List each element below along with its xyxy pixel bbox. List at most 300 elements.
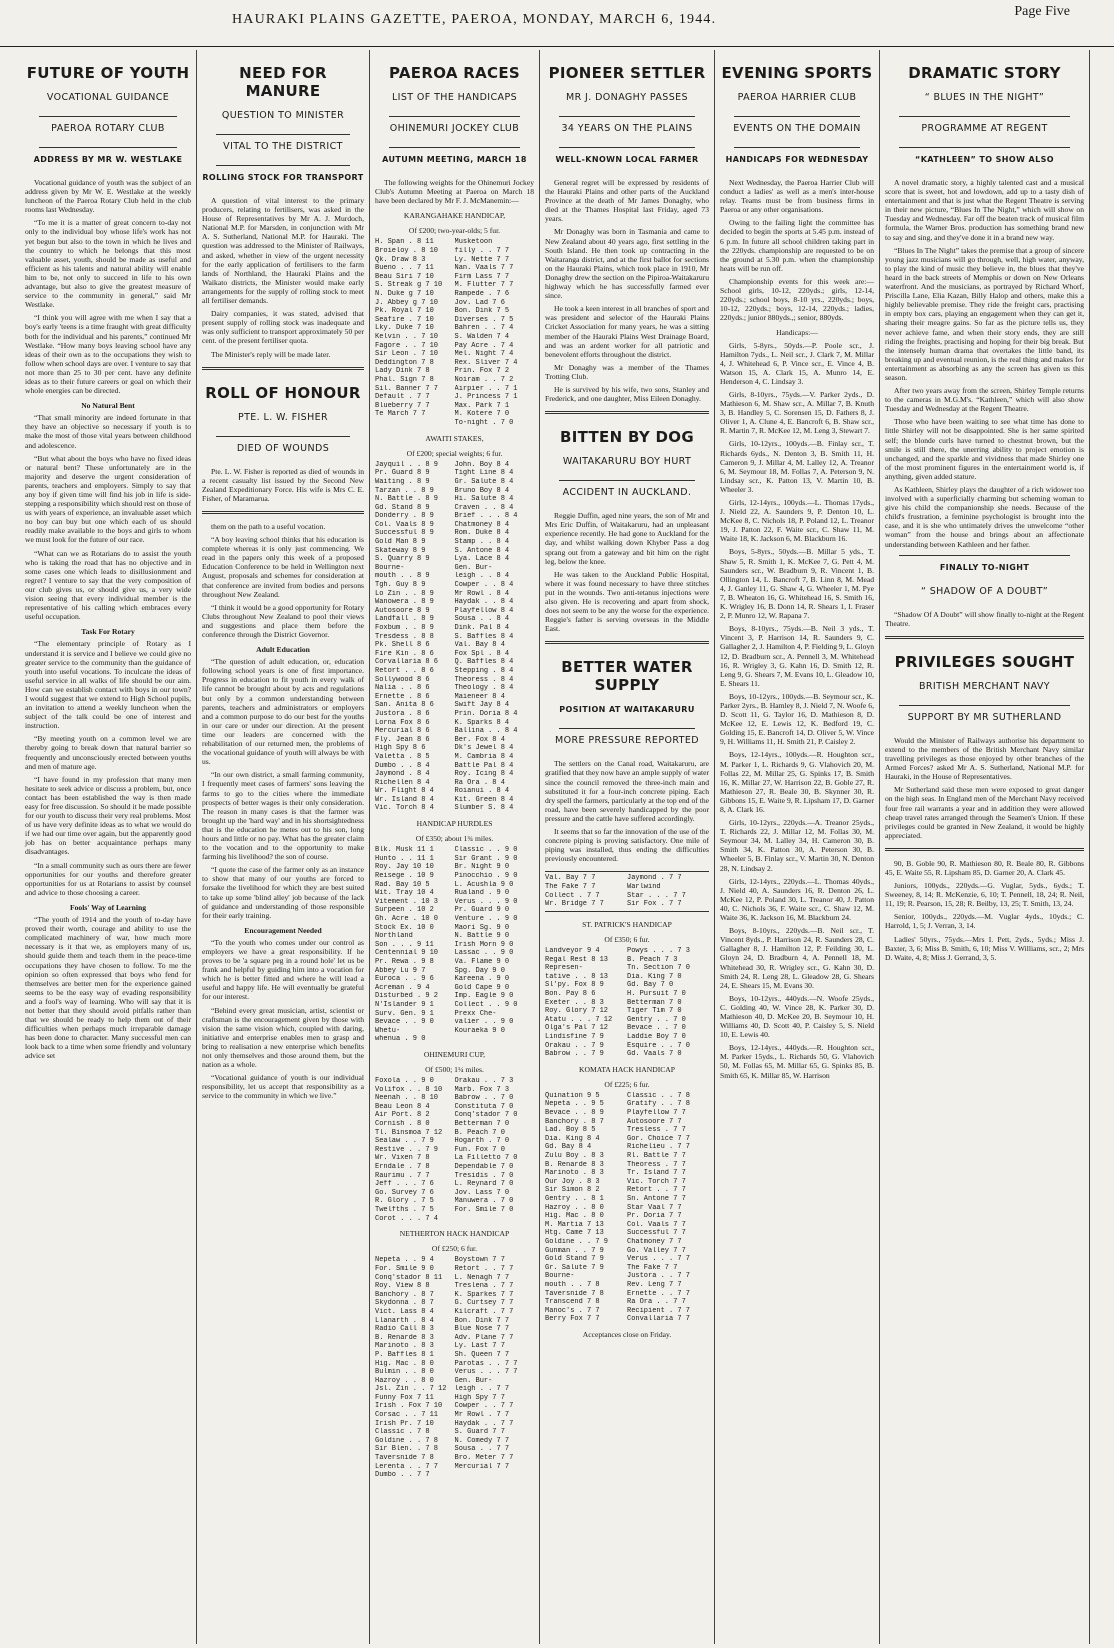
divider	[202, 511, 364, 514]
race-entry: Dink. Pal 8 4	[454, 624, 510, 632]
race-entry: Chatmoney 8 4	[454, 520, 510, 529]
race-entry: Go. Valley 7 7	[627, 1246, 686, 1255]
race-entry: Gd. Vaals 7 0	[627, 1050, 682, 1059]
column-future-of-youth	[20, 50, 197, 1644]
subheading: HANDICAPS FOR WEDNESDAY	[725, 155, 869, 164]
race-entry: Pr. Rewa . 9 8	[375, 957, 434, 966]
race-entry: Erndale . 7 8	[375, 1163, 430, 1172]
race-entry: Tresdess . 8 8	[375, 632, 434, 641]
race-entry: Beau Leon 8 4	[375, 1102, 430, 1111]
race-entry: Nepeta . . 9 5	[545, 1100, 604, 1109]
paragraph: Boys, 8-10yrs., 220yds.—B. Neil scr., T. Vincent 8yds., P. Harrison 24, R. Saunders 28, C. Gallagher 8, J. Hamilton 12, P. Feilding 30, L. Gloyn 24, D. Bradburn 4, A. Pennell 18, M. Whitehead 30, R. Wrigley scr., G. Kahn 30, D. Smith 24, R. Leng 28, L. Gleadow 28, G. Shears 24, E. Shears 15, M. Evans 30.	[720, 926, 874, 990]
race-entry: K. Sparks 8 4	[454, 718, 510, 727]
race-entry: Musketoon	[454, 238, 493, 247]
race-entry: Diverses . 7 5	[454, 315, 514, 324]
race-entry: M. Cambria 8 4	[454, 752, 514, 761]
race-entry: Pinocchio . 9 0	[454, 872, 518, 881]
race-entry: Corvallaria 8 6	[375, 658, 439, 667]
paragraph: Reggie Duffin, aged nine years, the son of Mr and Mrs Eric Duffin, of Waitakaruru, had an unpleasant experience recently. He had gone to Auckland for the day, and whilst walking down Khyber Pass a dog sprang out from a gateway and bit him on the right leg, below the knee.	[545, 511, 709, 566]
race-entry: Kilcraft . 7 7	[454, 1307, 514, 1316]
race-entry: For. Smile 7 0	[454, 1206, 514, 1214]
race-entry: Blue Nose 7 7	[454, 1325, 510, 1334]
race-entry: Taversnide 7 8	[545, 1289, 604, 1298]
race-entry: Surpeen . 10 2	[375, 906, 434, 915]
race-entry: Gratify . . 7 8	[627, 1100, 691, 1109]
race-entry: Mr Rowl . 7 7	[454, 1411, 510, 1420]
race-title: KOMATA HACK HANDICAP	[578, 1064, 675, 1074]
headline: FUTURE OF YOUTH	[26, 64, 190, 82]
race-entry: Vic. Torch 7 7	[627, 1177, 686, 1186]
race-entry: Restive . . 7 9	[375, 1145, 439, 1154]
headline: BITTEN BY DOG	[560, 428, 694, 447]
paragraph: After two years away from the screen, Shirley Temple returns to the cameras in M.G.M's. “Kathleen,” which will also show Tuesday and Wednesday at the Regent Theatre.	[885, 386, 1084, 414]
column-dramatic-story	[880, 50, 1090, 1644]
newspaper-title: HAURAKI PLAINS GAZETTE, PAEROA, MONDAY, MARCH 6, 1944.	[232, 12, 717, 27]
race-entry: Regal Rest 8 13	[545, 955, 609, 964]
column-paeroa-races	[370, 50, 540, 1644]
paragraph: “Behind every great musician, artist, scientist or craftsman is the encouragement given by those with vision the same vision which, coupled with daring, initiative and enterprise enables men to grasp and bring to realisation a new enterprise which benefits not only themselves and those around them, but the nation as a whole.	[202, 1005, 364, 1070]
subheading: PAEROA HARRIER CLUB	[737, 92, 857, 103]
race-conditions: Of £200; two-year-olds; 5 fur.	[408, 226, 501, 236]
race-entry: Betterman 7 0	[627, 998, 682, 1007]
race-entry: Air Port. 8 2	[375, 1111, 430, 1120]
race-entry: John. Boy 8 4	[454, 460, 510, 469]
divider	[734, 147, 860, 148]
race-entry: Pr. Guard 9 0	[454, 906, 510, 915]
race-entry: M. Flutter 7 7	[454, 281, 514, 290]
race-entry: mouth . . 8 9	[375, 572, 430, 581]
paragraph: “In a small community such as ours there are fewer opportunities for our youths and therefore greater opportunities for us at Rotarians to assist by counsel and advice to those choosing a career.	[25, 860, 191, 897]
race-entry: Sealaw . . 7 9	[375, 1137, 434, 1146]
race-entry: Pk. Royal 7 10	[375, 307, 434, 316]
race-entry: Bevace . . 7 0	[627, 1024, 686, 1033]
paragraph: Girls, 12-14yrs., 220yds.—L. Thomas 40yds., J. Nield 40, A. Saunders 16, R. Denton 26, L. McKee 12, P. Poland 30, L. Treanor 40, J. Patton 40, C. Nichols 36, F. Waite scr., C. Shaw 12, M. Waite 36, K. Jackson 16, M. Blackburn 24.	[720, 876, 874, 923]
race-entry: Our Joy . 8 3	[545, 1177, 600, 1186]
race-entry: Cornish . 8 0	[375, 1120, 430, 1129]
paragraph: “The elementary principle of Rotary as I understand it is service and I believe we could give no greater service to the community than the guidance of youth into useful vocations. To inculcate the ideas of useful service in all walks of life should be our aim. How can we establish contact with boys in our town? I would suggest that we extend to High School pupils, an invitation to attend a weekly luncheon when the subject of the talk could be one of interest and instruction.	[25, 639, 191, 731]
subheading: WAITAKARURU BOY HURT	[562, 456, 692, 468]
race-entry: J. Princess 7 1	[454, 393, 518, 402]
race-entry: Kit. Green 8 4	[454, 795, 514, 804]
race-entry: Fagore . . 7 10	[375, 341, 439, 350]
paragraph: Girls, 10-12yrs., 220yds.—A. Treanor 25yds., T. Richards 22, J. Millar 12, M. Follas 30, M. Seymour 34, M. Lalley 34, H. Cameron 30, B. Smith 34, K. Patton 30, A. Peterson 30, B. Wheeler 5, B. Finlay scr., V. Martin 30, N. Denton 28, N. Lindsay 2.	[720, 818, 874, 873]
race-entry: Theology . 8 4	[454, 684, 514, 693]
subheading: ACCIDENT IN AUCKLAND.	[562, 487, 692, 499]
race-entry: Adv. Plane 7 7	[454, 1333, 514, 1342]
race-entry: Gold Man 8 9	[375, 538, 426, 547]
paragraph: Girls, 8-10yrs., 75yds.—V. Parker 2yds., D. Mathieson 6, M. Shaw scr., A. Millar 7, B. Knuth 3, B. Handley 5, C. Sorensen 15, D. Fathers 8, J. Oliver 1, A. Clune 4, E. Bancroft 6, B. Shaw scr., R. Martin 7, R. McKee 12, M. Leng 3, Stewart 7.	[720, 389, 874, 436]
race-entry: Ly. Last 7 7	[454, 1342, 505, 1351]
race-entry: Autosoore 7 7	[627, 1117, 682, 1126]
paragraph: Owing to the failing light the committee has decided to begin the sports at 5.45 p.m. instead of 6 p.m. In future all school children taking part in the 220yds. championship are requested to be on the ground at 5.30 p.m. when the championship heats will be run off.	[720, 218, 874, 273]
race-entry: Spg. Day 9 0	[454, 966, 505, 975]
race-entry: Gh. Acre . 10 0	[375, 915, 439, 923]
race-entry: Gr. Salute 7 9	[545, 1263, 604, 1272]
subheading: FINALLY TO-NIGHT	[939, 562, 1030, 572]
race-entry: Tr. Island 7 7	[627, 1169, 686, 1178]
race-entry: Q. Baffles 8 4	[454, 658, 514, 667]
race-entry: Htg. Came 7 13	[545, 1229, 604, 1238]
paragraph: Girls, 10-12yrs., 100yds.—B. Finlay scr., T. Richards 6yds., N. Denton 3, B. Smith 11, H. Cameron 9, J. Millar 4, M. Lalley 12, A. Treanor 6, M. Seymour 18, M. Follas 7, A. Peterson 9, N. Lindsay scr., K. Patton 13, V. Martin 10, B. Wheeler 3.	[720, 439, 874, 494]
race-entry: Bourne-	[375, 563, 405, 572]
paragraph: “A boy leaving school thinks that his education is complete whereas it is only just commencing. We read in the papers only this week of a proposed Education Conference to be held in Wellington next August, proposals and schemes for consideration at that conference are invited from bodies and persons throughout New Zealand.	[202, 535, 364, 599]
race-entry: Sl'py. Fox 8 9	[545, 981, 604, 990]
race-entry: Ra Ora . 8 4	[454, 778, 505, 787]
race-entry: Dk's Jewel 8 4	[454, 744, 514, 753]
race-entry: Gd. Stand 8 9	[375, 503, 430, 512]
race-entry: S. Antone 8 4	[454, 546, 510, 555]
subheading: MORE PRESSURE REPORTED	[555, 735, 699, 747]
race-entry: Foxbum . . 8 9	[375, 624, 434, 632]
race-entry: Tight Line 8 4	[454, 469, 514, 478]
race-title: OHINEMURI CUP,	[423, 1049, 486, 1059]
race-entry: Hazroy . . 8 0	[375, 1376, 434, 1385]
race-entry: Broieloy . 8 10	[375, 247, 439, 256]
race-entry: For. Smile 9 0	[375, 1264, 434, 1273]
subheading: PTE. L. W. FISHER	[237, 411, 329, 423]
divider	[899, 555, 1070, 556]
divider	[39, 116, 177, 117]
race-entry: Justora . . 7 7	[627, 1272, 691, 1281]
race-entry: Dia. King 7 0	[627, 972, 682, 981]
divider	[559, 480, 695, 481]
paragraph: “The youth of 1914 and the youth of to-day have proved their worth, courage and ability to use the complicated machinery of war, how much more necessary is it that we, as employers many of us, should guide them and teach them in the peace-time occupations they have chosen to follow. To me the opinion so often expressed that boys who fend for themselves are better men for the experience gained seems to be the easy way of evading responsibility and a fool's way of learning. Who will say that it is not better that they should avoid pitfalls rather than that we should be ready to help them out of their difficulties when perhaps much irreparable damage has been done to character. Many successful men can look back to a time when some friendly and voluntary advice set	[25, 915, 191, 1061]
race-entry: Fire Kin . 8 6	[375, 649, 434, 658]
race-entry: Dumbo . . 7 7	[375, 1471, 430, 1480]
race-entry: Ber. Fox 8 4	[454, 735, 505, 744]
race-entry: B. Renarde 8 3	[375, 1333, 434, 1342]
divider	[885, 636, 1084, 639]
race-entry: Verus . . . 7 7	[454, 1368, 518, 1377]
race-entry: Tresidis . 7 0	[454, 1171, 514, 1180]
race-entries	[545, 947, 709, 1059]
race-entry: Rl. Battle 7 7	[627, 1152, 686, 1161]
race-entry: Ballina . . 8 4	[454, 727, 518, 736]
divider	[899, 705, 1070, 706]
headline: DRAMATIC STORY	[908, 64, 1061, 82]
race-entry: Gentry . . 7 0	[627, 1015, 686, 1024]
race-entry: Ly. Nette 7 7	[454, 255, 510, 264]
race-entry: Wr. Island 8 4	[375, 795, 434, 804]
paragraph: The following weights for the Ohinemuri Jockey Club's Autumn Meeting at Paeroa on March 18 have been declared by Mr F. J. McManemin:—	[375, 178, 534, 206]
subheading: OHINEMURI JOCKEY CLUB	[389, 123, 520, 134]
paragraph: Girls, 12-14yrs., 100yds.—L. Thomas 17yds., J. Nield 22, A. Saunders 9, P. Denton 10, L. McKee 8, C. Nichols 18, P. Poland 12, L. Treanor 19, J. Patton 22, F. Waite scr., C. Shaw 11, M. Waite 18, K. Jackson 6, M. Blackburn 16.	[720, 498, 874, 544]
race-entry: Gen. Bur-	[454, 1376, 493, 1385]
race-entry: Craven . . 8 4	[454, 503, 514, 512]
paragraph: Mr Donaghy was born in Tasmania and came to New Zealand about 40 years ago, first settling in the South Island. He then took up contracting in the Waitaranga district, and at the first ballot for sections on the Hauraki Plains, which took place in 1910, Mr Donaghy drew the section on the Pipiroa-Waitakaruru highway which he has successfully farmed ever since.	[545, 227, 709, 301]
race-entry: Mercurial 8 6	[375, 727, 430, 736]
race-entry: Default . 7 7	[375, 393, 430, 402]
race-entry: Bevace . . 8 9	[545, 1109, 604, 1118]
race-entry: S. Baffles 8 4	[454, 632, 514, 641]
paragraph: It seems that so far the innovation of the use of the concrete piping is proving satisfactory. One mile of piping was installed, thus ending the difficulties previously encountered.	[545, 827, 709, 864]
race-entry: Airpier . . 7 1	[454, 384, 518, 393]
race-entry: Centennial 9 10	[375, 949, 439, 958]
paragraph: He is survived by his wife, two sons, Stanley and Frederick, and one daughter, Miss Eileen Donaghy.	[545, 384, 709, 404]
race-entry: Bulmin . . 8 0	[375, 1368, 434, 1377]
race-entry: Sn. Antone 7 7	[627, 1195, 686, 1203]
race-entry: Gor. Choice 7 7	[627, 1134, 691, 1143]
race-entry: Battle Pal 8 4	[454, 761, 514, 770]
race-entry: Sir Leon . 7 10	[375, 350, 439, 359]
race-entry: Jov. Lass 7 0	[454, 1188, 510, 1197]
race-entry: Noiram . . 7 2	[454, 375, 514, 384]
race-entry: L. Nenagh 7 7	[454, 1273, 510, 1282]
race-entry: Nalia . . 8 6	[375, 684, 430, 693]
race-entry: Wit. Tray 10 4	[375, 889, 434, 898]
subheading: AUTUMN MEETING, MARCH 18	[382, 155, 527, 164]
race-entry: Orakau . . 7 3	[454, 1077, 514, 1086]
paragraph: “Shadow Of A Doubt” will show finally to-night at the Regent Theatre.	[885, 609, 1084, 628]
race-entry: Ra Ora . . 7 7	[627, 1298, 686, 1307]
race-entry: Son . . . 9 11	[375, 940, 434, 949]
race-entry: Conq'stador 7 0	[454, 1111, 518, 1120]
race-entry: Disturbed . 9 2	[375, 992, 439, 1001]
race-entry: Tgh. Guy 8 9	[375, 581, 426, 590]
race-entry	[375, 419, 455, 428]
subheading: PROGRAMME AT REGENT	[921, 123, 1048, 134]
race-entry: Nepeta . . 9 4	[375, 1256, 434, 1265]
race-entry: Successful 8 9	[375, 529, 434, 538]
race-entry: Lad. Boy 8 5	[545, 1126, 596, 1135]
race-entry: Bahren . . 7 4	[454, 324, 514, 333]
race-entry: Prin. Doria 8 4	[454, 709, 518, 718]
race-entry: Conq'stador 8 11	[375, 1273, 443, 1282]
paragraph: Boys, 12-14yrs., 100yds.—R. Houghton scr., M. Parker 1, L. Richards 9, G. Vlahovich 20, M. Follas 22, M. Millar 25, G. Spinks 17, B. Smith 16, K. Millar 27, W. Harrison 22, B. Goble 27, R. Mathieson 27, R. Beale 30, B. Skynner 30, R. Gibbons 15, E. Waite 9, R. Lipsham 17, D. Garner 8, A. Clark 16.	[720, 750, 874, 814]
race-entry: Mercurial 7 7	[454, 1462, 510, 1471]
race-entry: Quination 9 5	[545, 1091, 600, 1100]
crosshead: Task For Rotary	[81, 627, 135, 637]
race-entry: Jaymond . 8 4	[375, 770, 430, 779]
divider	[389, 147, 520, 148]
race-entry: K. Sparkes 7 7	[454, 1290, 514, 1299]
race-entry: Wr. Flight 8 4	[375, 787, 434, 796]
race-entry: H. Span . 8 11	[375, 238, 434, 247]
race-entry: Hunto . . 11 1	[375, 854, 434, 863]
paragraph: “What can we as Rotarians do to assist the youth who is taking the road that has no objective and in some cases one which leads to disillusionment and regret? I venture to say that the very composition of our club gives us, or should give us, a very wide vision seeing that every individual member is the representative of his calling which embraces every useful occupation.	[25, 548, 191, 622]
race-entry: Roy. Icing 8 4	[454, 770, 514, 779]
race-entry: Sir Blen. . 7 8	[375, 1445, 439, 1454]
race-entry: Represen-	[545, 964, 583, 973]
race-entry: Lya. Lace 8 4	[454, 555, 510, 564]
paragraph: Senior, 100yds., 220yds.—M. Vuglar 4yds., 10yds.; C. Harrold, 1, 5; J. Verran, 3, 14.	[885, 912, 1084, 931]
subheading: QUESTION TO MINISTER	[221, 110, 345, 121]
race-entry: Corsac . . 7 11	[375, 1411, 439, 1420]
race-entry: L. Reynard 7 0	[454, 1180, 514, 1189]
handicaps-label: Handicaps:—	[776, 328, 818, 338]
divider	[734, 116, 860, 117]
race-entry: Richelieu . 7 7	[627, 1143, 691, 1152]
race-entry: Jayquil . . 8 9	[375, 460, 439, 469]
race-entry: Sollywood 8 6	[375, 675, 430, 684]
race-entry: Prexx Che-	[454, 1009, 497, 1018]
race-entry: Retort . . 7 7	[627, 1186, 686, 1195]
race-entry: Lo Zin . . 8 9	[375, 589, 434, 598]
paragraph: Boys, 12-14yrs., 440yds.—R. Houghton scr., M. Parker 15yds., L. Richards 50, G. Vlahovich 50, M. Follas 65, M. Millar 65, G. Spinks 85, B. Smith 65, K. Millar 85, W. Harrison	[720, 1043, 874, 1080]
race-entry: Convallaria 7 7	[627, 1315, 691, 1324]
race-entry: Skydonna . 8 7	[375, 1299, 434, 1308]
race-entry: Sousa . . 7 7	[454, 1445, 510, 1454]
race-entry: Manuwera . 7 0	[454, 1197, 514, 1206]
race-entry: Twelfths . 7 5	[375, 1206, 434, 1214]
race-entry: Lky. Duke 7 10	[375, 324, 434, 333]
subheading: SUPPORT BY MR SUTHERLAND	[907, 711, 1062, 723]
acceptances-note: Acceptances close on Friday.	[582, 1329, 672, 1339]
race-entries	[375, 461, 534, 813]
race-entry: Retort . . 7 7	[454, 1264, 514, 1273]
divider	[545, 641, 709, 644]
race-entry: Treslena . 7 7	[454, 1282, 514, 1291]
race-entry: Rex. Sliver 7 4	[454, 358, 518, 367]
race-entry: Roy. View 8 8	[375, 1282, 430, 1291]
paragraph: “By meeting youth on a common level we are thereby going to break down that natural barrier so frequently and unconsciously erected between youths and men of mature age.	[25, 734, 191, 771]
race-entry: Richellen 8 4	[375, 778, 430, 787]
race-entry: Dumbo . . 8 4	[375, 761, 430, 770]
paragraph: He took a keen interest in all branches of sport and was president and selector of the Hauraki Plains Cricket Association for many years, he was a sitting member of the Hauraki Plains West Drainage Board, and was an ardent worker for all patriotic and benevolent efforts throughout the district.	[545, 304, 709, 359]
divider	[559, 147, 695, 148]
paragraph: “Blues In The Night” takes the premise that a group of sincere young jazz musicians will go through, well, high water, anyway, to play the kind of music they believe in, the blues that they've heard in the back streets of Memphis or down on New Orleans waterfront. And the musicians, as portrayed by Richard Whorf, Priscilla Lane, Elia Kazan, Billy Halop and others, make this a highly believable premise. They ride the freight cars, practising in empty box cars, playing an engagement when they can get it, sharing their meagre gains. So far as the picture tells us, they never achieve fame, and when their story ends, they are still riding the freights, practising and hoping for their big break. But the intensely human drama that overtakes the little band, its breaking up and eventual reunion, is the real thing and makes for entertainment as absorbing as any the screen has given us this season.	[885, 245, 1084, 382]
paragraph: 90, B. Goble 90, R. Mathieson 80, R. Beale 80, R. Gibbons 45, E. Waite 55, R. Lipsham 85, D. Garner 20, A. Clark 45.	[885, 858, 1084, 877]
race-entry: Euroca . . 9 6	[375, 975, 434, 984]
race-entry: Kareena . 9 0	[454, 975, 510, 984]
race-entry: Seafire . 7 10	[375, 315, 434, 324]
paragraph: “Vocational guidance of youth is our individual responsibility, let us accept that responsibility as a service to the community in which we live.”	[202, 1073, 364, 1101]
race-entry: filly . . 7 7	[454, 247, 510, 256]
subheading: BRITISH MERCHANT NAVY	[919, 680, 1050, 692]
race-entry: M. Kotere 7 0	[454, 410, 510, 419]
race-entry: Roy. Jay 10 10	[375, 863, 434, 872]
race-entry: Bevace . . 9 0	[375, 1018, 434, 1027]
race-entry: Gentry . . 8 1	[545, 1195, 604, 1203]
race-entry: N. Battle . 8 9	[375, 495, 439, 504]
subheading: WELL-KNOWN LOCAL FARMER	[555, 155, 699, 164]
race-entry: Hig. Mac . 8 0	[545, 1212, 604, 1221]
paragraph: Would the Minister of Railways authorise his department to extend to the members of the British Merchant Navy similar travelling privileges as those enjoyed by other branches of the Armed Forces? asked Mr A. S. Sutherland, National M.P. for Hauraki, in the House of Representatives.	[885, 735, 1084, 782]
race-entry: Manoc's . 7 7	[545, 1306, 600, 1315]
race-entry: Star Vaal 7 7	[627, 1203, 682, 1212]
race-entry: Reisege . 10 9	[375, 872, 434, 881]
race-entry	[455, 1215, 535, 1224]
race-entry: Col. Vaals 7 7	[627, 1220, 686, 1229]
race-entry: Haydak . . 8 4	[454, 598, 514, 607]
paragraph: The Minister's reply will be made later.	[211, 349, 331, 359]
divider	[216, 165, 350, 166]
paragraph: “I think you will agree with me when I say that a boy's early 'teens is a time fraught with great difficulty both for the individual and his parents,” continued Mr Westlake. “How many boys leaving school have any ideas of their own as to the occupations they wish to follow when school days are over. I venture to say that not more than 25 to 30 per cent. have any definite ideas as to their future careers or goal on which their whole energies can be directed.	[25, 313, 191, 396]
subheading: “ BLUES IN THE NIGHT”	[924, 92, 1045, 103]
race-entry: Raurimu . 7 7	[375, 1171, 430, 1180]
race-entry: Col. Vaals 8 9	[375, 520, 434, 529]
headline: PAEROA RACES	[388, 64, 521, 82]
race-entry: Mel. Night 7 4	[454, 350, 514, 359]
race-entry: tative . . 8 13	[545, 972, 609, 981]
paragraph: Mr Sutherland said these men were exposed to great danger on the high seas. In England men of the Merchant Navy received four free rail warrants a year and in addition they were allowed cheap travel rates arranged through the Seamen's Union. If these privileges could be granted in New Zealand, it would be highly appreciated.	[885, 785, 1084, 840]
subheading: PAEROA ROTARY CLUB	[51, 123, 165, 134]
race-entry: Taversnide 7 8	[375, 1454, 434, 1463]
race-entry: Jov. Lad 7 6	[454, 298, 505, 307]
race-entry: Blk. Musk 11 1	[375, 846, 434, 855]
race-entry: Fun. Fox 7 0	[454, 1145, 505, 1154]
paragraph: them on the path to a useful vocation.	[211, 521, 326, 531]
race-entry: Acreman . 9 4	[375, 983, 430, 992]
divider	[559, 728, 695, 729]
divider	[559, 116, 695, 117]
race-entry: Goldine . . 7 9	[545, 1237, 609, 1246]
race-entry: Maieneer 8 4	[454, 692, 505, 701]
race-entry: Bruno Boy 8 4	[454, 486, 510, 495]
race-entry: Swift Jay 8 4	[454, 701, 510, 710]
subheading: POSITION AT WAITAKARURU	[559, 705, 695, 715]
race-entry: Ernette . 8 6	[375, 692, 430, 701]
paragraph: “The question of adult education, or, education following school years is one of first importance. Progress in education to fit youth in every walk of life cannot be brought about by acts and regulations but only by a common understanding between parents, teachers and administrators or employers and a common purpose to do our best for the youths in our care or under our direction. At the present time our leaders are concerned with the rehabilitation of our returned men, the problems of the vocational guidance of youth will always be with us.	[202, 657, 364, 767]
race-entry: Rad. Bay 10 5	[375, 880, 430, 889]
race-entry: Rampede . 7 6	[454, 290, 510, 299]
paragraph: Boys, 8-10yrs., 75yds.—B. Neil 3 yds., T. Vincent 3, P. Harrison 14, R. Saunders 9, C. Gallagher 2, J. Hamilton 4, P. Fielding 9, L. Gloyn 12, D. Bradburn scr., A. Pennell 3, M. Whitehead 16, R. Wrigley 3, G. Kahn 16, D. Smith 12, R. Leng 9, G. Shears 7, M. Evans 10, L. Gleadow 10, E. Shears 11.	[720, 624, 874, 688]
race-entry: Zulu Boy . 8 3	[545, 1152, 604, 1161]
race-entry: Classic . . 9 0	[454, 846, 518, 855]
race-entry: Skateway 8 9	[375, 546, 426, 555]
race-entry: Hogarth . 7 0	[454, 1137, 510, 1146]
race-conditions: Of £350; 6 fur.	[604, 934, 650, 944]
paragraph: Boys, 10-12yrs., 440yds.—N. Woofe 25yds., C. Golding 40, W. Vince 28, K. Parker 30, D. Mathieson 40, D. McKee 20, B. Seymour 10, H. Williams 40, D. Scott 40, P. Caisley 5, S. Nield 10, E. Lewis 40.	[720, 993, 874, 1040]
race-entry: Funny Fox 7 11	[375, 1393, 434, 1402]
paragraph: Those who have been waiting to see what time has done to little Shirley will not be disappointed. She is her same spirited self; the blonde curls have turned to chestnut brown, but the smile is still there, the unerring ability to project emotion is unchanged, and the sparkle and vividness that made Shirley one of the most prominent figures in the entertainment world is, if anything, given added stature.	[885, 417, 1084, 481]
race-entry: Irish . Fox 7 10	[375, 1402, 443, 1411]
race-entry: Phal. Sign 7 8	[375, 375, 434, 384]
race-entry: Vict. Lass 8 4	[375, 1307, 434, 1316]
race-entry: Bueno . . 7 11	[375, 264, 434, 273]
race-entry: Star . . . 7 7	[627, 891, 686, 900]
subheading: “ SHADOW OF A DOUBT”	[920, 585, 1049, 597]
divider	[202, 367, 364, 370]
race-entry: Dependable 7 0	[454, 1163, 514, 1172]
race-entry: Sir Grant . 9 0	[454, 854, 518, 863]
race-entry: Retort . . 8 6	[375, 666, 434, 675]
race-entry: Beau Siri 7 10	[375, 272, 434, 281]
race-entry: leigh . . 7 7	[454, 1385, 510, 1394]
race-entry: Olga's Pal 7 12	[545, 1024, 609, 1033]
race-entry: Jsl. Zin . . 7 12	[375, 1385, 447, 1394]
race-entries	[375, 1256, 534, 1479]
race-entry: Neenah . . 8 10	[375, 1094, 439, 1103]
paragraph: “I quote the case of the farmer only as an instance to show that many of our youths are forced to forsake the livelihood for which they are best suited to take up some 'blind alley' job because of the lack of guidance and understanding of those responsible for their early training.	[202, 865, 364, 920]
race-entry: S. Walden 7 4	[454, 333, 510, 341]
race-entry: Marinoto . 8 3	[375, 1342, 434, 1351]
paragraph: He was taken to the Auckland Public Hospital, where it was found necessary to have three stitches put in the wounds. Two anti-tetanus injections were also given. He is recovering and apart from shock, does not seem to be any the worse for the experience. Reggie's father is serving overseas in the Middle East.	[545, 569, 709, 634]
subheading: MR J. DONAGHY PASSES	[566, 92, 688, 103]
race-entry: Tarzan . . 8 9	[375, 486, 434, 495]
race-entry: Fly. Jean 8 6	[375, 735, 430, 744]
race-entry: Justora . 8 6	[375, 709, 430, 718]
race-entry: Brief . . . 8 4	[454, 512, 518, 521]
race-entry: Wr. Bridge 7 7	[545, 900, 604, 909]
race-entry: Stamp . . 8 4	[454, 538, 510, 547]
race-entry: Landveyor 9 4	[545, 946, 600, 955]
divider	[545, 411, 709, 414]
page-number: Page Five	[1014, 4, 1070, 19]
race-entry: Rualand . 9 0	[454, 889, 510, 898]
subheading: LIST OF THE HANDICAPS	[391, 92, 518, 103]
race-entry: Northland	[375, 932, 413, 941]
divider	[899, 147, 1070, 148]
race-entry: Irish Pr. 7 10	[375, 1419, 434, 1428]
paragraph: Ladies' 50yrs., 75yds.—Mrs I. Pett, 2yds., 5yds.; Miss J. Baxter, 3, 6; Miss B. Smith, 6, 10; Miss V. Williams, scr., 2; Mrs D. Waite, 4, 8; Miss J. Gerrand, 3, 5.	[885, 934, 1084, 962]
race-entry: valier . . 9 0	[454, 1018, 514, 1027]
race-entry: Foxola . . 9 0	[375, 1077, 434, 1086]
crosshead: Adult Education	[256, 645, 310, 655]
race-entry: Sil. Banner 7 7	[375, 384, 439, 393]
race-entry: Radio Call 8 3	[375, 1325, 434, 1334]
paragraph: Vocational guidance of youth was the subject of an address given by Mr W. E. Westlake at the weekly luncheon of the Paeroa Rotary Club held in the club rooms last Wednesday.	[25, 178, 191, 215]
